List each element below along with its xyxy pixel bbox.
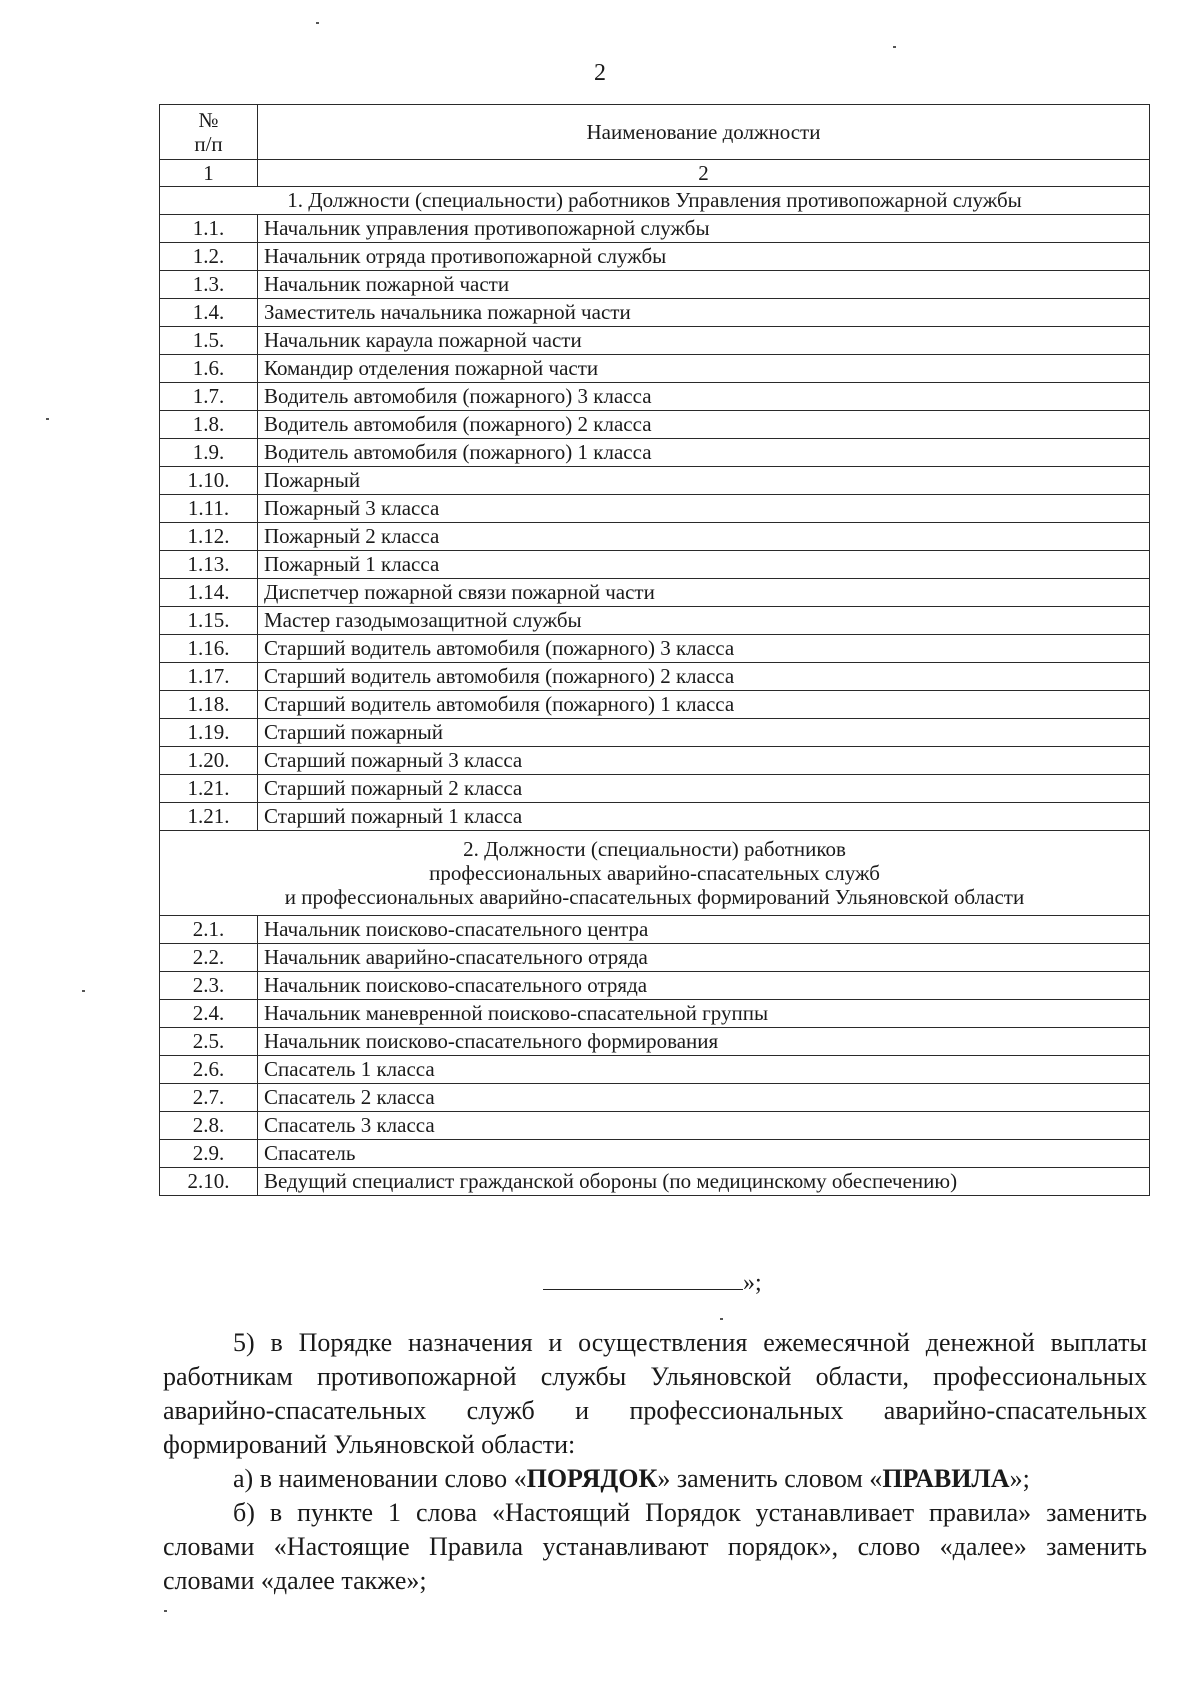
row-number: 2.1.	[160, 916, 258, 944]
scan-speck	[720, 1318, 723, 1320]
scan-speck	[893, 46, 896, 48]
paragraph-a-word-1: ПОРЯДОК	[526, 1464, 658, 1493]
section-2-title-line: и профессиональных аварийно-спасательных формирований Ульяновской области	[284, 885, 1025, 910]
scan-speck	[316, 22, 319, 24]
table-row	[160, 299, 1150, 327]
column-index-2: 2	[258, 160, 1150, 187]
table-row	[160, 523, 1150, 551]
table-row	[160, 1084, 1150, 1112]
row-position-name: Командир отделения пожарной части	[258, 355, 1150, 383]
table-row	[160, 916, 1150, 944]
row-number: 2.8.	[160, 1112, 258, 1140]
row-position-name: Начальник отряда противопожарной службы	[258, 243, 1150, 271]
row-number: 1.13.	[160, 551, 258, 579]
row-position-name: Старший водитель автомобиля (пожарного) 1 класса	[258, 691, 1150, 719]
table-row	[160, 803, 1150, 831]
paragraph-a-middle: » заменить словом «	[657, 1464, 883, 1493]
table-header-row	[160, 105, 1150, 160]
table-row	[160, 243, 1150, 271]
row-position-name: Пожарный	[258, 467, 1150, 495]
row-position-name: Начальник маневренной поисково-спасательной группы	[258, 1000, 1150, 1028]
row-number: 2.4.	[160, 1000, 258, 1028]
row-position-name: Пожарный 2 класса	[258, 523, 1150, 551]
row-position-name: Старший пожарный 3 класса	[258, 747, 1150, 775]
section-1-title: 1. Должности (специальности) работников Управления противопожарной службы	[160, 187, 1150, 215]
row-position-name: Диспетчер пожарной связи пожарной части	[258, 579, 1150, 607]
table-row	[160, 1168, 1150, 1196]
section-2-row	[160, 831, 1150, 916]
row-number: 1.1.	[160, 215, 258, 243]
row-position-name: Начальник аварийно-спасательного отряда	[258, 944, 1150, 972]
row-position-name: Спасатель 1 класса	[258, 1056, 1150, 1084]
row-number: 2.10.	[160, 1168, 258, 1196]
scan-speck	[82, 990, 85, 992]
table-row	[160, 1028, 1150, 1056]
header-position-name: Наименование должности	[258, 105, 1150, 160]
paragraph-b: б) в пункте 1 слова «Настоящий Порядок устанавливает правила» заменить словами «Настоящие Правила устанавливают порядок», слово «далее» заменить словами «далее также»;	[163, 1498, 1147, 1595]
row-number: 1.11.	[160, 495, 258, 523]
row-number: 1.17.	[160, 663, 258, 691]
closing-line	[543, 1267, 762, 1297]
row-number: 1.5.	[160, 327, 258, 355]
table-row	[160, 663, 1150, 691]
table-row	[160, 355, 1150, 383]
page-number: 2	[594, 60, 606, 86]
row-number: 1.19.	[160, 719, 258, 747]
row-position-name: Старший водитель автомобиля (пожарного) 2 класса	[258, 663, 1150, 691]
section-2-title-line: профессиональных аварийно-спасательных служб	[429, 860, 880, 885]
row-position-name: Старший пожарный 1 класса	[258, 803, 1150, 831]
table-row	[160, 944, 1150, 972]
header-number-cell	[160, 105, 258, 160]
row-position-name: Начальник управления противопожарной службы	[258, 215, 1150, 243]
row-number: 1.12.	[160, 523, 258, 551]
table-row	[160, 691, 1150, 719]
row-position-name: Заместитель начальника пожарной части	[258, 299, 1150, 327]
table-row	[160, 972, 1150, 1000]
row-number: 1.10.	[160, 467, 258, 495]
row-position-name: Старший пожарный 2 класса	[258, 775, 1150, 803]
row-number: 2.5.	[160, 1028, 258, 1056]
row-number: 2.6.	[160, 1056, 258, 1084]
paragraph-a-before: а) в наименовании слово «	[233, 1464, 527, 1493]
row-position-name: Начальник караула пожарной части	[258, 327, 1150, 355]
row-number: 1.16.	[160, 635, 258, 663]
table-row	[160, 775, 1150, 803]
table-row	[160, 719, 1150, 747]
table-row	[160, 635, 1150, 663]
table-row	[160, 607, 1150, 635]
row-number: 2.3.	[160, 972, 258, 1000]
table-row	[160, 747, 1150, 775]
closing-quote: »;	[743, 1270, 762, 1296]
row-position-name: Ведущий специалист гражданской обороны (по медицинскому обеспечению)	[258, 1168, 1150, 1196]
row-number: 1.3.	[160, 271, 258, 299]
row-position-name: Спасатель	[258, 1140, 1150, 1168]
row-number: 2.9.	[160, 1140, 258, 1168]
paragraph-a	[163, 1462, 1147, 1496]
row-position-name: Пожарный 1 класса	[258, 551, 1150, 579]
row-number: 1.7.	[160, 383, 258, 411]
table-row	[160, 215, 1150, 243]
row-number: 1.20.	[160, 747, 258, 775]
table-row	[160, 495, 1150, 523]
row-position-name: Начальник пожарной части	[258, 271, 1150, 299]
header-number-abbr: п/п	[194, 132, 223, 156]
amendment-text	[163, 1326, 1147, 1598]
table-row	[160, 579, 1150, 607]
row-position-name: Спасатель 3 класса	[258, 1112, 1150, 1140]
row-position-name: Начальник поисково-спасательного формирования	[258, 1028, 1150, 1056]
row-position-name: Водитель автомобиля (пожарного) 2 класса	[258, 411, 1150, 439]
column-index-1: 1	[160, 160, 258, 187]
section-2-title-line: 2. Должности (специальности) работников	[463, 836, 846, 861]
row-position-name: Спасатель 2 класса	[258, 1084, 1150, 1112]
row-position-name: Водитель автомобиля (пожарного) 3 класса	[258, 383, 1150, 411]
column-index-row	[160, 160, 1150, 187]
row-number: 1.9.	[160, 439, 258, 467]
row-number: 1.6.	[160, 355, 258, 383]
row-number: 2.2.	[160, 944, 258, 972]
row-number: 2.7.	[160, 1084, 258, 1112]
row-number: 1.21.	[160, 803, 258, 831]
section-2-title	[160, 831, 1150, 916]
row-position-name: Мастер газодымозащитной службы	[258, 607, 1150, 635]
table-row	[160, 327, 1150, 355]
table-row	[160, 439, 1150, 467]
section-1-row	[160, 187, 1150, 215]
table-row	[160, 467, 1150, 495]
paragraph-a-after: »;	[1009, 1464, 1030, 1493]
paragraph-5: 5) в Порядке назначения и осуществления ежемесячной денежной выплаты работникам противопожарной службы Ульяновской области, профессиональных аварийно-спасательных служб и профессиональных аварийно-спасательных формирований Ульяновской области:	[163, 1328, 1147, 1459]
table-row	[160, 1056, 1150, 1084]
row-position-name: Старший пожарный	[258, 719, 1150, 747]
row-position-name: Водитель автомобиля (пожарного) 1 класса	[258, 439, 1150, 467]
table-row	[160, 1140, 1150, 1168]
header-number-symbol: №	[198, 107, 219, 132]
row-number: 1.21.	[160, 775, 258, 803]
scan-speck	[164, 1610, 167, 1612]
row-number: 1.14.	[160, 579, 258, 607]
scan-speck	[46, 418, 49, 420]
table-row	[160, 271, 1150, 299]
positions-table	[159, 104, 1150, 1196]
row-number: 1.8.	[160, 411, 258, 439]
table-row	[160, 1112, 1150, 1140]
closing-blank-line	[543, 1267, 743, 1290]
table-row	[160, 383, 1150, 411]
row-number: 1.2.	[160, 243, 258, 271]
row-position-name: Старший водитель автомобиля (пожарного) 3 класса	[258, 635, 1150, 663]
row-number: 1.18.	[160, 691, 258, 719]
row-number: 1.4.	[160, 299, 258, 327]
table-row	[160, 1000, 1150, 1028]
row-position-name: Начальник поисково-спасательного отряда	[258, 972, 1150, 1000]
paragraph-a-word-2: ПРАВИЛА	[882, 1464, 1010, 1493]
row-position-name: Пожарный 3 класса	[258, 495, 1150, 523]
table-row	[160, 551, 1150, 579]
row-number: 1.15.	[160, 607, 258, 635]
row-position-name: Начальник поисково-спасательного центра	[258, 916, 1150, 944]
table-row	[160, 411, 1150, 439]
